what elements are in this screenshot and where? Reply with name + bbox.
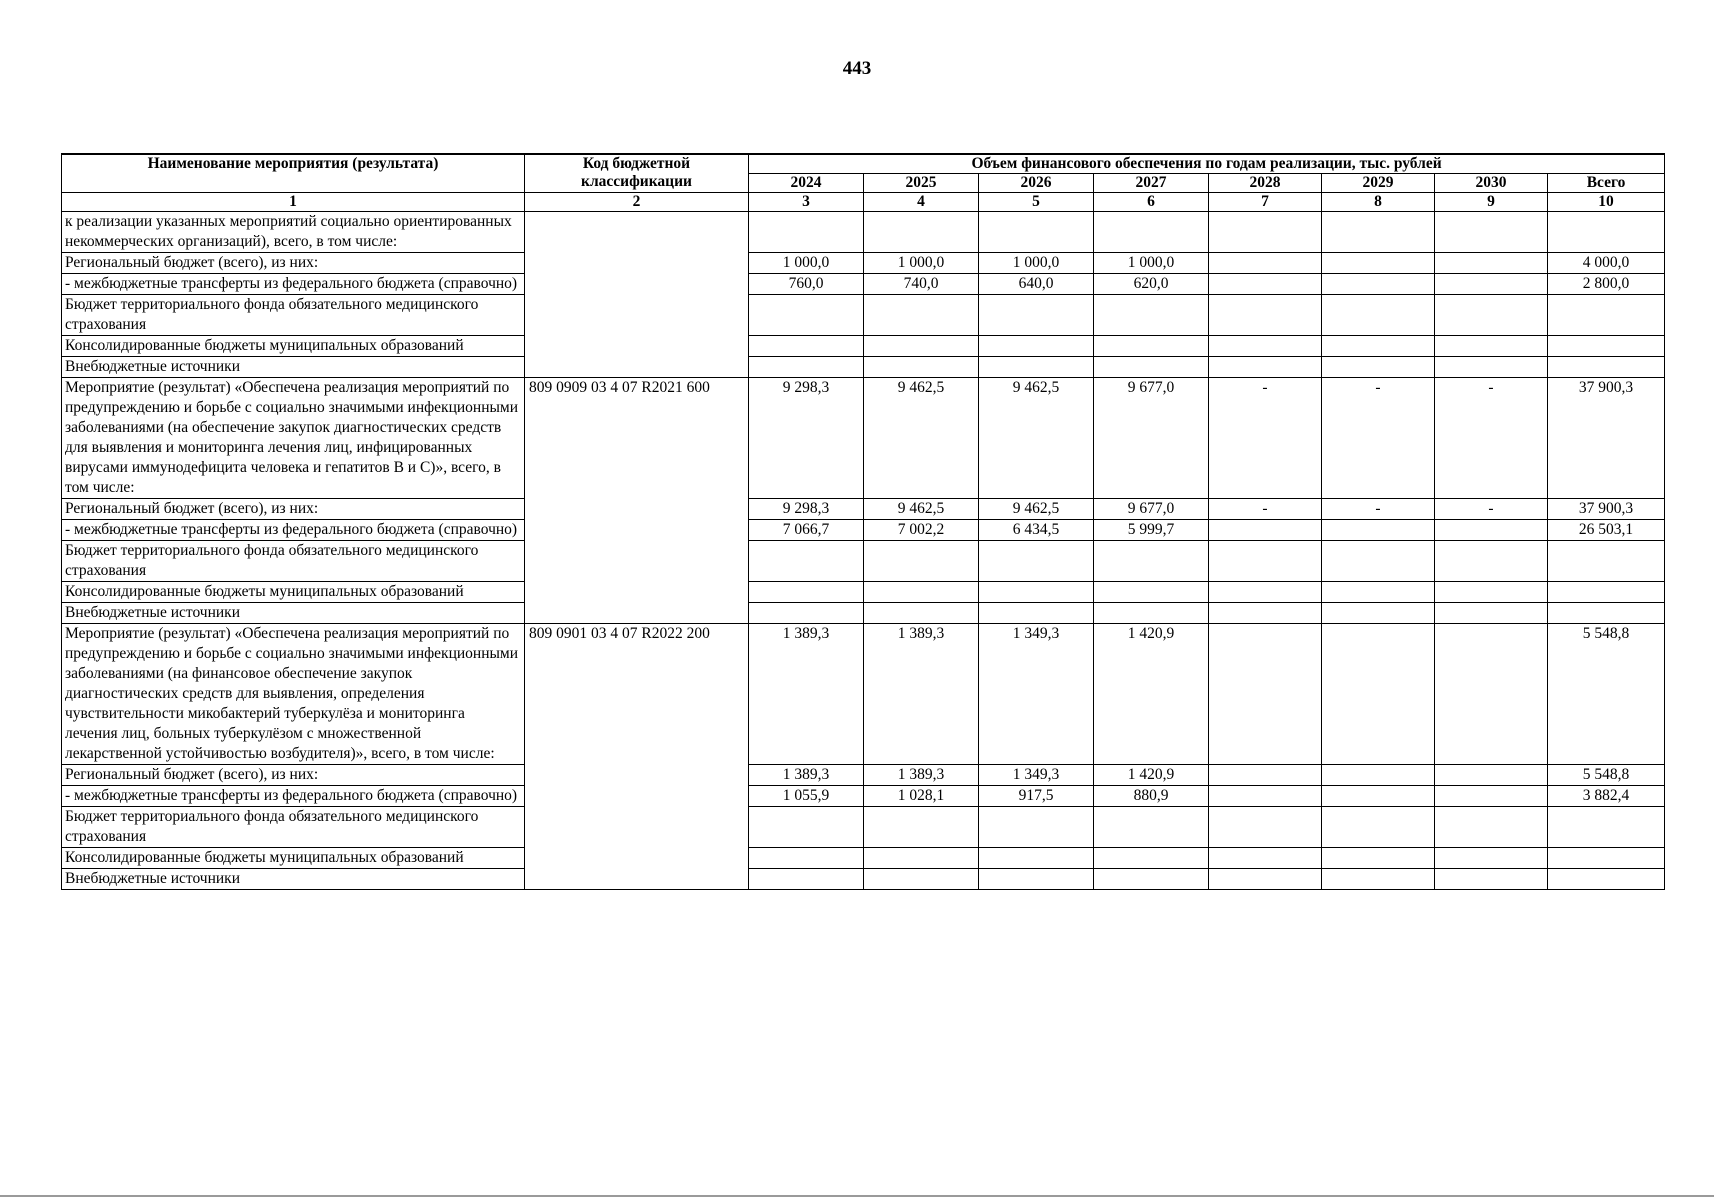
column-number: 8 xyxy=(1322,193,1435,212)
year-value: 760,0 xyxy=(749,274,864,295)
page-number: 443 xyxy=(842,58,872,79)
year-value xyxy=(1209,357,1322,378)
table-row xyxy=(62,786,1665,807)
year-value xyxy=(749,869,864,890)
budget-code: 809 0909 03 4 07 R2021 600 xyxy=(525,378,749,624)
column-number: 6 xyxy=(1094,193,1209,212)
year-value xyxy=(1209,624,1322,765)
year-value xyxy=(1209,520,1322,541)
year-value xyxy=(1094,357,1209,378)
year-value xyxy=(1209,848,1322,869)
total-value: 37 900,3 xyxy=(1548,499,1665,520)
year-value xyxy=(1094,212,1209,253)
year-value xyxy=(1322,520,1435,541)
year-value: - xyxy=(1435,499,1548,520)
header-year: 2029 xyxy=(1322,174,1435,193)
year-value xyxy=(1209,295,1322,336)
row-name: Консолидированные бюджеты муниципальных образований xyxy=(62,336,525,357)
column-number: 5 xyxy=(979,193,1094,212)
total-value xyxy=(1548,582,1665,603)
row-name: Мероприятие (результат) «Обеспечена реализация мероприятий по предупреждению и борьбе с социально значимыми инфекционными заболеваниями (на обеспечение закупок диагностических средств для выявления и мониторинга лечения лиц, инфицированных вирусами иммунодефицита человека и гепатитов B и C)», всего, в том числе: xyxy=(62,378,525,499)
year-value xyxy=(1435,603,1548,624)
budget-code xyxy=(525,212,749,378)
year-value xyxy=(979,212,1094,253)
table-row xyxy=(62,253,1665,274)
header-volume: Объем финансового обеспечения по годам реализации, тыс. рублей xyxy=(749,154,1665,174)
table-row xyxy=(62,582,1665,603)
total-value xyxy=(1548,869,1665,890)
year-value xyxy=(864,212,979,253)
table-row xyxy=(62,295,1665,336)
year-value xyxy=(1322,541,1435,582)
year-value xyxy=(1094,541,1209,582)
column-number: 3 xyxy=(749,193,864,212)
year-value xyxy=(1435,541,1548,582)
year-value xyxy=(1209,253,1322,274)
year-value xyxy=(864,848,979,869)
row-name: - межбюджетные трансферты из федерального бюджета (справочно) xyxy=(62,520,525,541)
row-name: Внебюджетные источники xyxy=(62,357,525,378)
year-value: 7 002,2 xyxy=(864,520,979,541)
header-year: 2027 xyxy=(1094,174,1209,193)
total-value xyxy=(1548,336,1665,357)
year-value xyxy=(1094,848,1209,869)
year-value xyxy=(864,336,979,357)
year-value xyxy=(1435,786,1548,807)
year-value: 1 000,0 xyxy=(749,253,864,274)
year-value: 880,9 xyxy=(1094,786,1209,807)
year-value xyxy=(1322,603,1435,624)
year-value xyxy=(1435,253,1548,274)
year-value: 1 055,9 xyxy=(749,786,864,807)
total-value: 26 503,1 xyxy=(1548,520,1665,541)
total-value: 5 548,8 xyxy=(1548,624,1665,765)
year-value xyxy=(1322,807,1435,848)
table-row xyxy=(62,520,1665,541)
row-name: Региональный бюджет (всего), из них: xyxy=(62,253,525,274)
year-value xyxy=(1322,582,1435,603)
total-value xyxy=(1548,295,1665,336)
year-value: 1 389,3 xyxy=(864,765,979,786)
year-value: 1 349,3 xyxy=(979,765,1094,786)
row-name: Мероприятие (результат) «Обеспечена реализация мероприятий по предупреждению и борьбе с социально значимыми инфекционными заболеваниями (на финансовое обеспечение закупок диагностических средств для выявления, определения чувствительности микобактерий туберкулёза и мониторинга лечения лиц, больных туберкулёзом с множественной лекарственной устойчивостью возбудителя)», всего, в том числе: xyxy=(62,624,525,765)
total-value: 4 000,0 xyxy=(1548,253,1665,274)
year-value xyxy=(1322,212,1435,253)
year-value xyxy=(1435,357,1548,378)
year-value: 1 389,3 xyxy=(749,624,864,765)
year-value xyxy=(1209,603,1322,624)
row-name: Бюджет территориального фонда обязательного медицинского страхования xyxy=(62,807,525,848)
year-value xyxy=(1435,582,1548,603)
total-value xyxy=(1548,807,1665,848)
year-value xyxy=(1094,869,1209,890)
header-name: Наименование мероприятия (результата) xyxy=(62,154,525,193)
year-value xyxy=(1322,336,1435,357)
year-value xyxy=(1209,765,1322,786)
year-value xyxy=(1209,786,1322,807)
row-name: Консолидированные бюджеты муниципальных образований xyxy=(62,848,525,869)
year-value: 1 389,3 xyxy=(864,624,979,765)
year-value xyxy=(1435,336,1548,357)
header-year: 2024 xyxy=(749,174,864,193)
table-row xyxy=(62,624,1665,765)
year-value xyxy=(1435,624,1548,765)
table-row xyxy=(62,378,1665,499)
year-value: 9 462,5 xyxy=(864,499,979,520)
year-value xyxy=(979,582,1094,603)
year-value xyxy=(979,869,1094,890)
year-value: - xyxy=(1209,378,1322,499)
year-value: 7 066,7 xyxy=(749,520,864,541)
year-value xyxy=(749,603,864,624)
header-year: 2028 xyxy=(1209,174,1322,193)
year-value xyxy=(1435,869,1548,890)
year-value: - xyxy=(1322,378,1435,499)
year-value xyxy=(749,336,864,357)
header-total: Всего xyxy=(1548,174,1665,193)
year-value: 5 999,7 xyxy=(1094,520,1209,541)
year-value xyxy=(1209,582,1322,603)
year-value xyxy=(979,848,1094,869)
year-value xyxy=(1322,624,1435,765)
year-value: 1 000,0 xyxy=(864,253,979,274)
row-name: Региональный бюджет (всего), из них: xyxy=(62,765,525,786)
year-value: 9 298,3 xyxy=(749,499,864,520)
year-value: - xyxy=(1209,499,1322,520)
year-value xyxy=(864,541,979,582)
table-row xyxy=(62,274,1665,295)
table-body xyxy=(62,212,1665,890)
column-number: 9 xyxy=(1435,193,1548,212)
year-value xyxy=(1435,765,1548,786)
row-name: Бюджет территориального фонда обязательного медицинского страхования xyxy=(62,295,525,336)
year-value xyxy=(1435,807,1548,848)
year-value xyxy=(979,295,1094,336)
year-value xyxy=(1322,357,1435,378)
year-value xyxy=(979,807,1094,848)
year-value xyxy=(1435,295,1548,336)
year-value xyxy=(1435,848,1548,869)
row-name: - межбюджетные трансферты из федерального бюджета (справочно) xyxy=(62,274,525,295)
header-year: 2030 xyxy=(1435,174,1548,193)
year-value: 740,0 xyxy=(864,274,979,295)
budget-code: 809 0901 03 4 07 R2022 200 xyxy=(525,624,749,890)
row-name: Региональный бюджет (всего), из них: xyxy=(62,499,525,520)
year-value: 620,0 xyxy=(1094,274,1209,295)
column-number: 2 xyxy=(525,193,749,212)
row-name: Внебюджетные источники xyxy=(62,869,525,890)
year-value xyxy=(1209,336,1322,357)
header-code: Код бюджетной классификации xyxy=(525,154,749,193)
year-value xyxy=(864,603,979,624)
year-value xyxy=(864,869,979,890)
row-name: к реализации указанных мероприятий социально ориентированных некоммерческих организаций), всего, в том числе: xyxy=(62,212,525,253)
year-value xyxy=(1435,274,1548,295)
year-value xyxy=(749,848,864,869)
year-value xyxy=(864,807,979,848)
total-value xyxy=(1548,541,1665,582)
year-value xyxy=(1322,253,1435,274)
total-value: 3 882,4 xyxy=(1548,786,1665,807)
year-value xyxy=(1435,520,1548,541)
year-value xyxy=(1322,869,1435,890)
total-value: 37 900,3 xyxy=(1548,378,1665,499)
year-value: 1 420,9 xyxy=(1094,624,1209,765)
year-value: 1 028,1 xyxy=(864,786,979,807)
year-value: 1 420,9 xyxy=(1094,765,1209,786)
column-number: 1 xyxy=(62,193,525,212)
column-number: 7 xyxy=(1209,193,1322,212)
year-value: 9 298,3 xyxy=(749,378,864,499)
table-row xyxy=(62,603,1665,624)
table-row xyxy=(62,807,1665,848)
year-value xyxy=(749,212,864,253)
year-value xyxy=(864,295,979,336)
year-value: 6 434,5 xyxy=(979,520,1094,541)
table-row xyxy=(62,336,1665,357)
header-year: 2026 xyxy=(979,174,1094,193)
year-value xyxy=(1094,807,1209,848)
row-name: - межбюджетные трансферты из федерального бюджета (справочно) xyxy=(62,786,525,807)
year-value xyxy=(979,357,1094,378)
year-value: 9 677,0 xyxy=(1094,378,1209,499)
total-value xyxy=(1548,357,1665,378)
year-value xyxy=(1209,541,1322,582)
year-value xyxy=(1094,603,1209,624)
year-value xyxy=(1435,212,1548,253)
row-name: Консолидированные бюджеты муниципальных образований xyxy=(62,582,525,603)
year-value: 1 000,0 xyxy=(979,253,1094,274)
year-value xyxy=(749,807,864,848)
total-value xyxy=(1548,212,1665,253)
year-value xyxy=(864,357,979,378)
header-year: 2025 xyxy=(864,174,979,193)
year-value xyxy=(1209,807,1322,848)
row-name: Внебюджетные источники xyxy=(62,603,525,624)
table-row xyxy=(62,357,1665,378)
year-value: 9 462,5 xyxy=(979,378,1094,499)
total-value xyxy=(1548,848,1665,869)
year-value: - xyxy=(1435,378,1548,499)
row-name: Бюджет территориального фонда обязательного медицинского страхования xyxy=(62,541,525,582)
year-value: 1 000,0 xyxy=(1094,253,1209,274)
column-number: 10 xyxy=(1548,193,1665,212)
table-row xyxy=(62,541,1665,582)
year-value xyxy=(1322,274,1435,295)
year-value xyxy=(979,603,1094,624)
table-row xyxy=(62,212,1665,253)
year-value xyxy=(1322,765,1435,786)
budget-table xyxy=(61,153,1665,890)
year-value xyxy=(979,336,1094,357)
table-row xyxy=(62,848,1665,869)
year-value xyxy=(1322,786,1435,807)
total-value xyxy=(1548,603,1665,624)
year-value: 1 389,3 xyxy=(749,765,864,786)
scan-edge-line xyxy=(0,1195,1714,1197)
year-value: 9 462,5 xyxy=(864,378,979,499)
column-number: 4 xyxy=(864,193,979,212)
year-value xyxy=(1322,848,1435,869)
total-value: 5 548,8 xyxy=(1548,765,1665,786)
year-value xyxy=(1094,295,1209,336)
year-value: - xyxy=(1322,499,1435,520)
year-value xyxy=(1209,212,1322,253)
year-value: 640,0 xyxy=(979,274,1094,295)
year-value: 9 677,0 xyxy=(1094,499,1209,520)
year-value xyxy=(979,541,1094,582)
year-value xyxy=(1094,582,1209,603)
year-value: 9 462,5 xyxy=(979,499,1094,520)
year-value xyxy=(864,582,979,603)
year-value: 1 349,3 xyxy=(979,624,1094,765)
year-value xyxy=(749,295,864,336)
year-value xyxy=(1209,274,1322,295)
table-row xyxy=(62,869,1665,890)
year-value xyxy=(749,357,864,378)
year-value xyxy=(749,582,864,603)
year-value xyxy=(1094,336,1209,357)
year-value xyxy=(749,541,864,582)
year-value xyxy=(1322,295,1435,336)
year-value xyxy=(1209,869,1322,890)
year-value: 917,5 xyxy=(979,786,1094,807)
table-row xyxy=(62,765,1665,786)
table-row xyxy=(62,499,1665,520)
total-value: 2 800,0 xyxy=(1548,274,1665,295)
